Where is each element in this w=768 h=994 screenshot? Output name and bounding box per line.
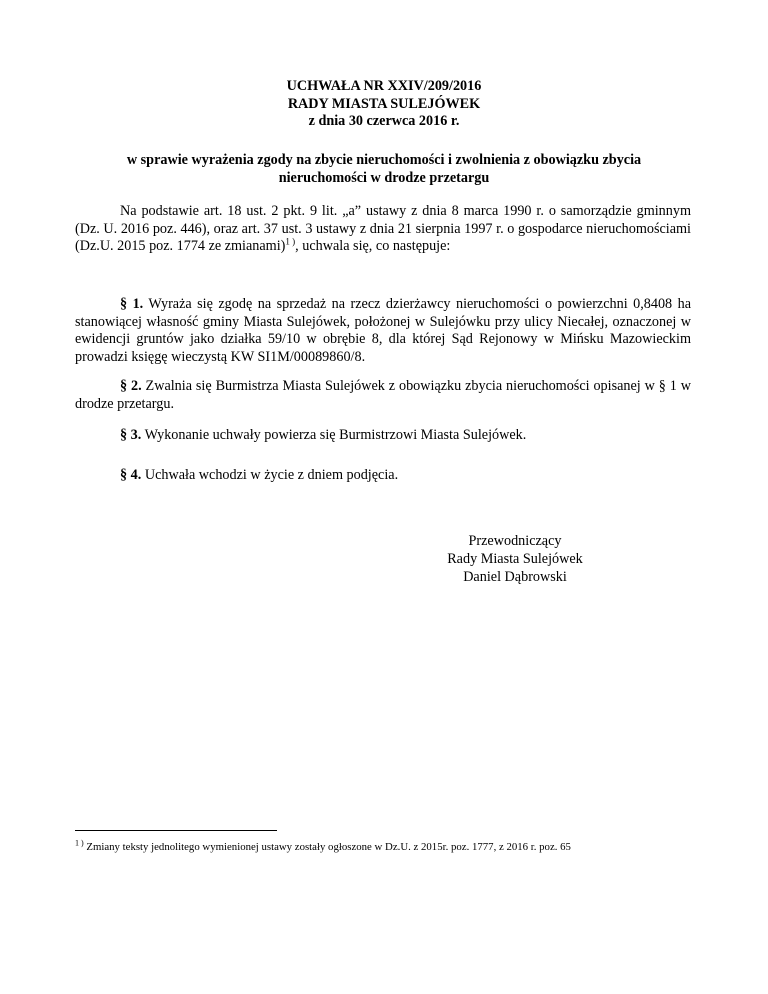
section-3: [75, 427, 691, 445]
legal-basis-text: Na podstawie art. 18 ust. 2 pkt. 9 lit. „a” ustawy z dnia 8 marca 1990 r. o samorządzie gminnym (Dz. U. 2016 poz. 446), oraz art. 37 ust. 3 ustawy z dnia 21 sierpnia 1997 r. o gospodarce nieruchomościami (Dz.U. 2015 poz. 1774 ze zmianami): [75, 203, 691, 254]
footnote-text: Zmiany teksty jednolitego wymienionej ustawy zostały ogłoszone w Dz.U. z 2015r. poz. 1777, z 2016 r. poz. 65: [83, 841, 571, 853]
signatory-body: Rady Miasta Sulejówek: [447, 551, 583, 567]
resolution-date: z dnia 30 czerwca 2016 r.: [308, 113, 460, 129]
footnote: [75, 839, 691, 855]
subject-line-2: nieruchomości w drodze przetargu: [278, 169, 490, 186]
legal-basis-ending: , uchwala się, co następuje:: [295, 238, 451, 254]
section-text: Wyraża się zgodę na sprzedaż na rzecz dzierżawcy nieruchomości o powierzchni 0,8408 ha stanowiącej własność gminy Miasta Sulejówek, położonej w Sulejówku przy ulicy Niecałej, oznaczonej w ewidencji gruntów jako działka 59/10 w obrębie 8, dla której Sąd Rejonowy w Mińsku Mazowieckim prowadzi księgę wieczystą KW SI1M/00089860/8.: [75, 296, 691, 365]
section-number: § 4.: [120, 467, 142, 483]
footnote-reference: 1 ): [285, 236, 296, 247]
signatory-title: Przewodniczący: [468, 533, 562, 549]
resolution-subject: [90, 152, 678, 187]
section-1: [75, 296, 691, 366]
section-2: [75, 378, 691, 413]
subject-line-1: w sprawie wyrażenia zgody na zbycie nieruchomości i zwolnienia z obowiązku zbycia: [126, 152, 642, 168]
section-text: Zwalnia się Burmistrza Miasta Sulejówek z obowiązku zbycia nieruchomości opisanej w § 1 w drodze przetargu.: [75, 378, 691, 412]
section-text: Wykonanie uchwały powierza się Burmistrzowi Miasta Sulejówek.: [141, 427, 527, 443]
section-number: § 1.: [120, 296, 144, 312]
footnote-mark: 1 ): [75, 838, 84, 848]
section-number: § 3.: [120, 427, 142, 443]
legal-basis-paragraph: [75, 203, 691, 256]
council-name: RADY MIASTA SULEJÓWEK: [287, 95, 481, 112]
footnote-divider: [75, 830, 277, 831]
resolution-heading: [0, 78, 768, 131]
section-text: Uchwała wchodzi w życie z dniem podjęcia.: [141, 467, 399, 483]
section-number: § 2.: [120, 378, 142, 394]
resolution-number: UCHWAŁA NR XXIV/209/2016: [286, 78, 482, 94]
signature-block: [400, 532, 630, 586]
section-4: [75, 467, 691, 485]
signatory-name: Daniel Dąbrowski: [463, 569, 567, 585]
